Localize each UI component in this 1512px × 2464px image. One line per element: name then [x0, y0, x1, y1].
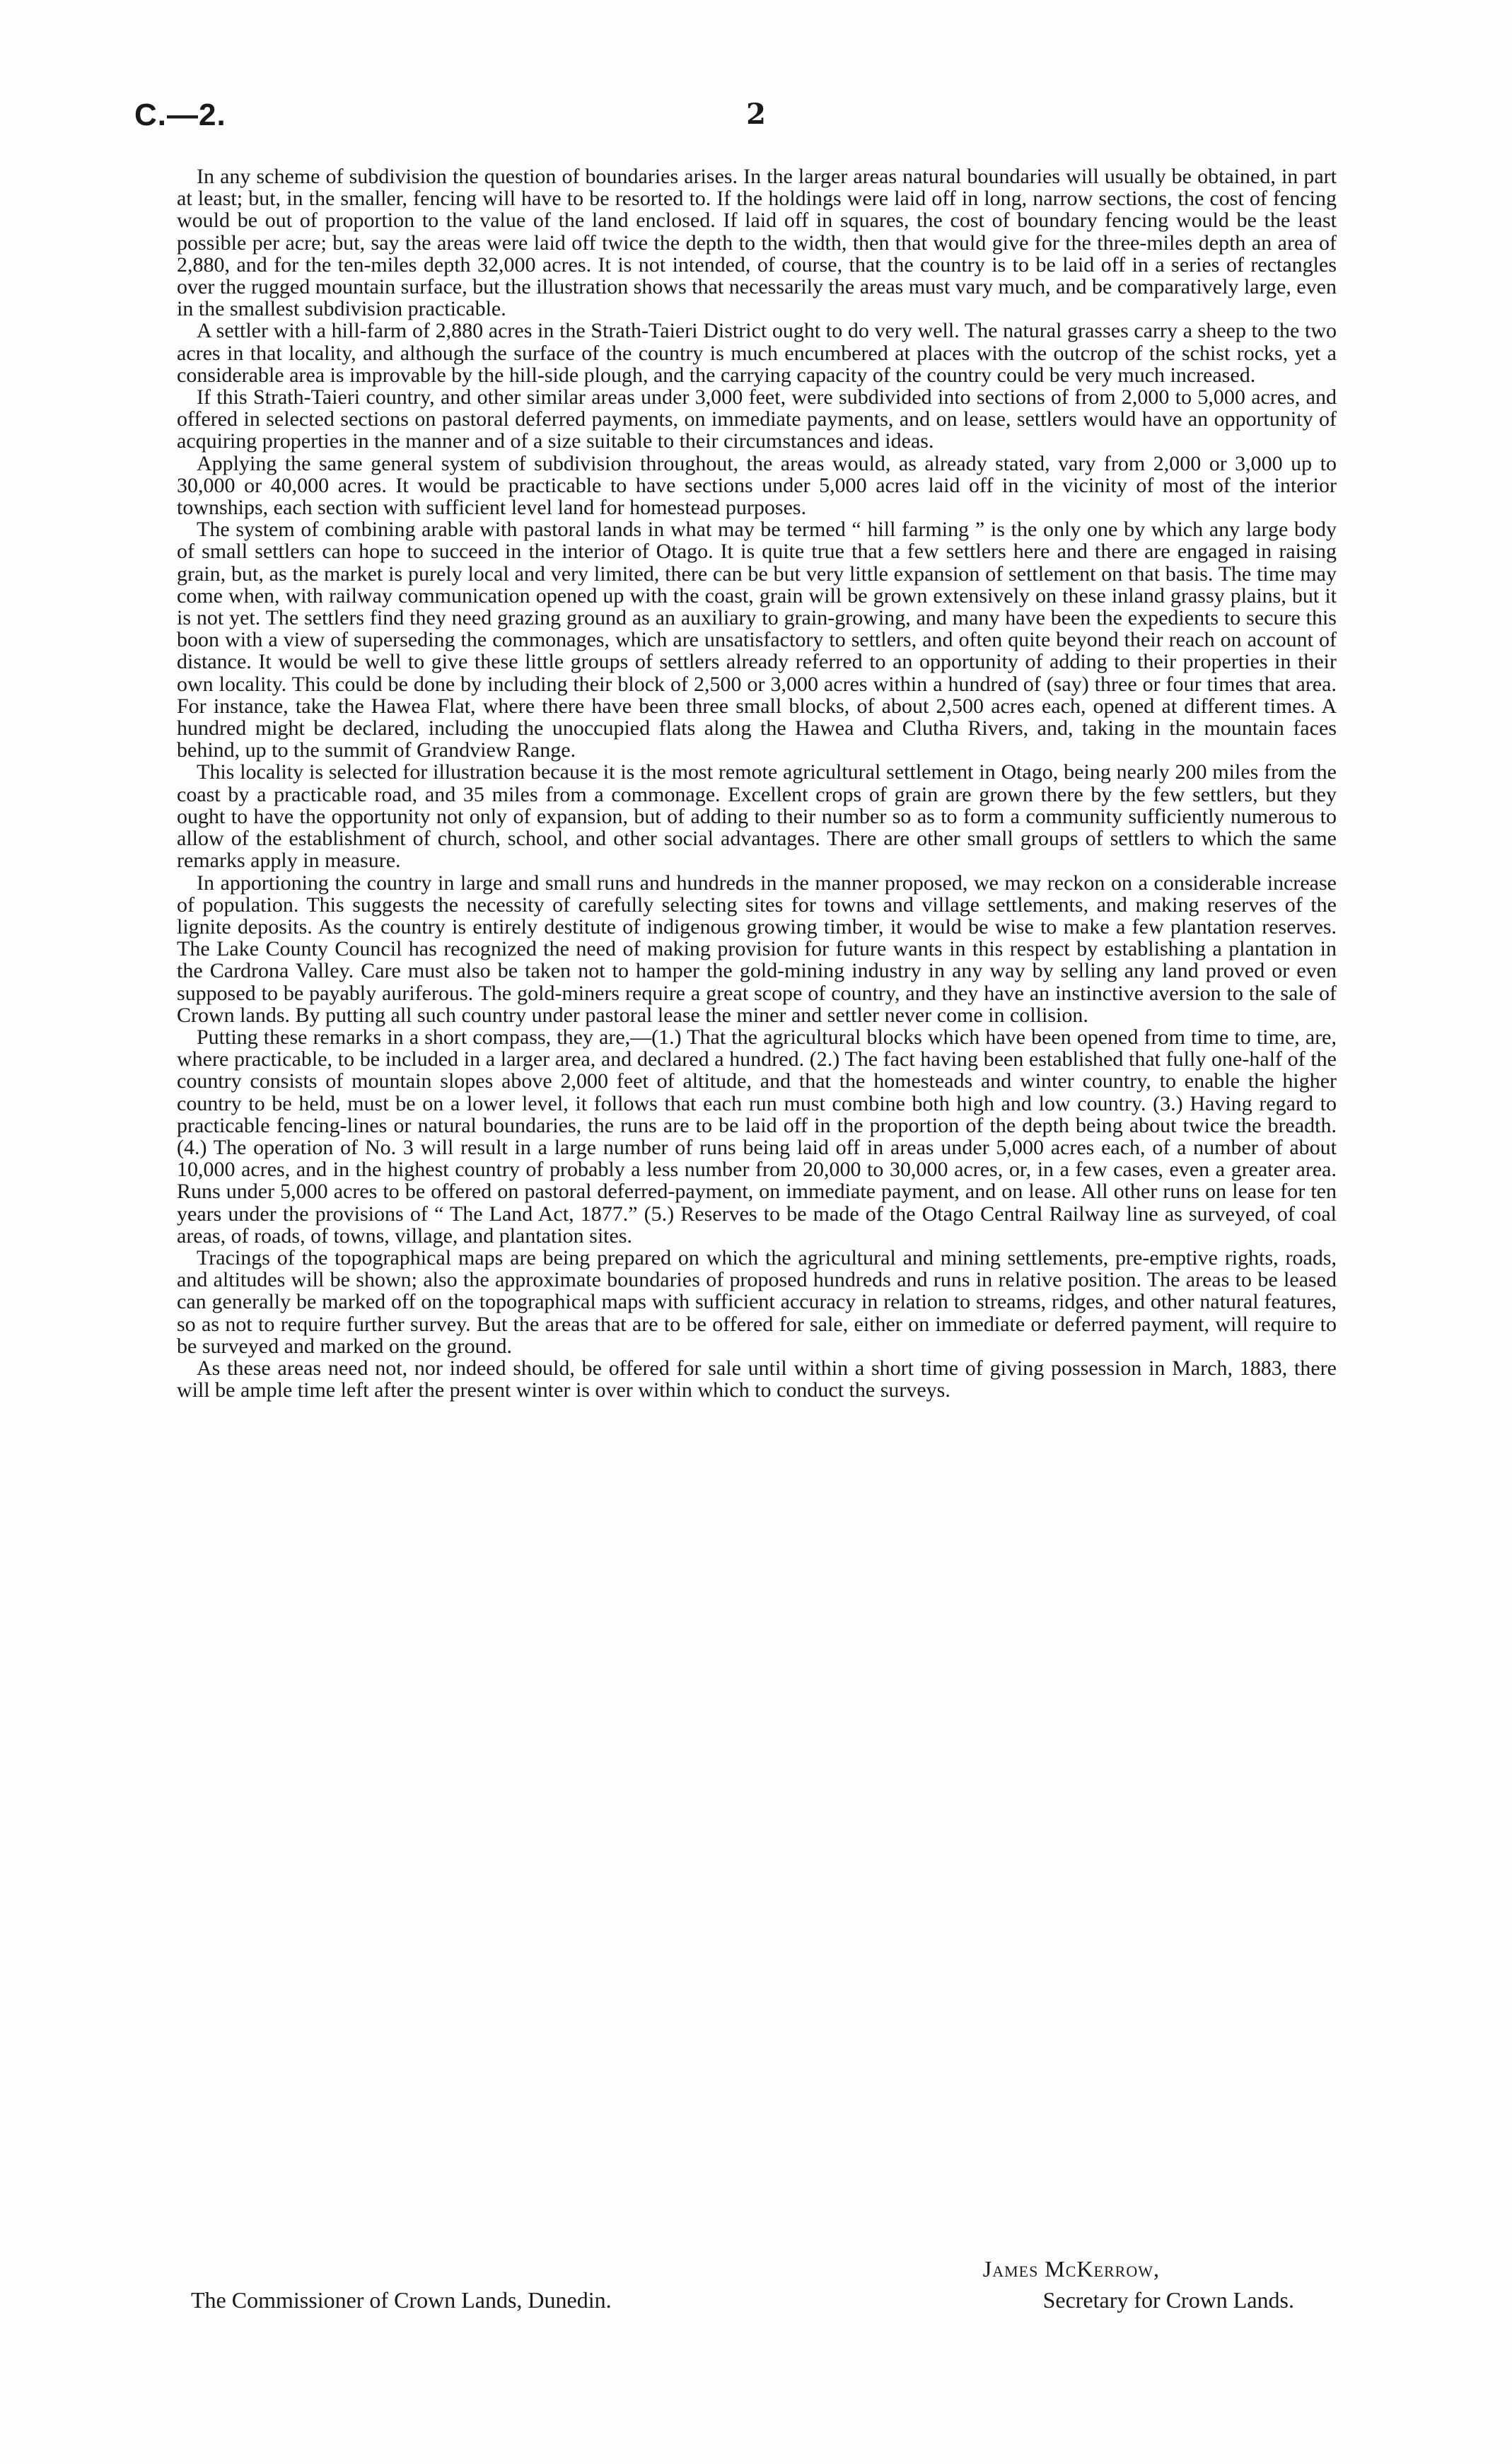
paragraph-surveys: As these areas need not, nor indeed should, be offered for sale until within a short time of giving possession in March, 1883, there will be ample time left after the present winter is over within which to conduct the surveys.: [177, 1356, 1337, 1402]
paragraph-strath-taieri: If this Strath-Taieri country, and other similar areas under 3,000 feet, were subdivided into sections of from 2,000 to 5,000 acres, and offered in selected sections on pastoral deferred payments, on immediate payments, and on lease, settlers would have an opportunity of acquiring properties in the manner and of a size suitable to their circumstances and ideas.: [177, 385, 1337, 453]
paragraph-hill-farming: The system of combining arable with pastoral lands in what may be termed “ hill farming ” is the only one by which any large body of small settlers can hope to succeed in the interior of Otago. It is quite true that a few settlers here and there are engaged in raising grain, but, as the market is purely local and very limited, there can be but very little expansion of settlement on that basis. The time may come when, with railway communication opened up with the coast, grain will be grown extensively on these inland grassy plains, but it is not yet. The settlers find they need grazing ground as an auxiliary to grain-growing, and many have been the expedients to secure this boon with a view of superseding the commonages, which are unsatisfactory to settlers, and often quite beyond their reach on account of distance. It would be well to give these little groups of settlers already referred to an opportunity of adding to their properties in their own locality. This could be done by including their block of 2,500 or 3,000 acres within a hundred of (say) three or four times that area. For instance, take the Hawea Flat, where there have been three small blocks, of about 2,500 acres each, opened at different times. A hundred might be declared, including the unoccupied flats along the Hawea and Clutha Rivers, and, taking in the mountain faces behind, up to the summit of Grandview Range.: [177, 518, 1337, 762]
paragraph-boundaries: In any scheme of subdivision the question of boundaries arises. In the larger areas natural boundaries will usually be obtained, in part at least; but, in the smaller, fencing will have to be resorted to. If the holdings were laid off in long, narrow sections, the cost of fencing would be out of proportion to the value of the land enclosed. If laid off in squares, the cost of boundary fencing would be the least possible per acre; but, say the areas were laid off twice the depth to the width, then that would give for the three-miles depth an area of 2,880, and for the ten-miles depth 32,000 acres. It is not intended, of course, that the country is to be laid off in a series of rectangles over the rugged mountain surface, but the illustration shows that necessarily the areas must vary much, and be comparatively large, even in the smallest subdivision practicable.: [177, 165, 1337, 321]
document-reference: C.—2.: [134, 98, 226, 132]
page-header: [134, 98, 1378, 147]
signature-block: [184, 2256, 1337, 2327]
paragraph-hill-farm: A settler with a hill-farm of 2,880 acres in the Strath-Taieri District ought to do very well. The natural grasses carry a sheep to the two acres in that locality, and although the surface of the country is much encumbered at places with the outcrop of the schist rocks, yet a considerable area is improvable by the hill-side plough, and the carrying capacity of the country could be very much increased.: [177, 319, 1337, 387]
addressee: The Commissioner of Crown Lands, Dunedin.: [191, 2287, 612, 2313]
signatory-name: James McKerrow,: [982, 2256, 1160, 2282]
paragraph-population: In apportioning the country in large and small runs and hundreds in the manner proposed, we may reckon on a considerable increase of population. This suggests the necessity of carefully selecting sites for towns and village settlements, and making reserves of the lignite deposits. As the country is entirely destitute of indigenous growing timber, it would be wise to make a few plantation reserves. The Lake County Council has recognized the need of making provision for future wants in this respect by establishing a plantation in the Cardrona Valley. Care must also be taken not to hamper the gold-mining industry in any way by selling any land proved or even supposed to be payably auriferous. The gold-miners require a great scope of country, and they have an instinctive aversion to the sale of Crown lands. By putting all such country under pastoral lease the miner and settler never come in collision.: [177, 871, 1337, 1027]
body-text: [177, 165, 1337, 1401]
signatory-title: Secretary for Crown Lands.: [1042, 2287, 1294, 2313]
paragraph-subdivision-system: Applying the same general system of subdivision throughout, the areas would, as already stated, vary from 2,000 or 3,000 up to 30,000 or 40,000 acres. It would be practicable to have sections under 5,000 acres laid off in the vicinity of most of the interior townships, each section with sufficient level land for homestead purposes.: [177, 451, 1337, 520]
paragraph-tracings: Tracings of the topographical maps are being prepared on which the agricultural and mining settlements, pre-emptive rights, roads, and altitudes will be shown; also the approximate boundaries of proposed hundreds and runs in relative position. The areas to be leased can generally be marked off on the topographical maps with sufficient accuracy in relation to streams, ridges, and other natural features, so as not to require further survey. But the areas that are to be offered for sale, either on immediate or deferred payment, will require to be surveyed and marked on the ground.: [177, 1245, 1337, 1358]
paragraph-summary: Putting these remarks in a short compass, they are,—(1.) That the agricultural blocks which have been opened from time to time, are, where practicable, to be included in a larger area, and declared a hundred. (2.) The fact having been established that fully one-half of the country consists of mountain slopes above 2,000 feet of altitude, and that the homesteads and winter country, to enable the higher country to be held, must be on a lower level, it follows that each run must combine both high and low country. (3.) Having regard to practicable fencing-lines or natural boundaries, the runs are to be laid off in the proportion of the depth being about twice the breadth. (4.) The operation of No. 3 will result in a large number of runs being laid off in areas under 5,000 acres each, of a number of about 10,000 acres, and in the highest country of probably a less number from 20,000 to 30,000 acres, or, in a few cases, even a greater area. Runs under 5,000 acres to be offered on pastoral deferred-payment, on immediate payment, and on lease. All other runs on lease for ten years under the provisions of “ The Land Act, 1877.” (5.) Reserves to be made of the Otago Central Railway line as surveyed, of coal areas, of roads, of towns, village, and plantation sites.: [177, 1025, 1337, 1248]
paragraph-locality: This locality is selected for illustration because it is the most remote agricultural settlement in Otago, being nearly 200 miles from the coast by a practicable road, and 35 miles from a commonage. Excellent crops of grain are grown there by the few settlers, but they ought to have the opportunity not only of expansion, but of adding to their number so as to form a community sufficiently numerous to allow of the establishment of church, school, and other social advantages. There are other small groups of settlers to which the same remarks apply in measure.: [177, 760, 1337, 873]
page-number: 2: [746, 98, 766, 131]
